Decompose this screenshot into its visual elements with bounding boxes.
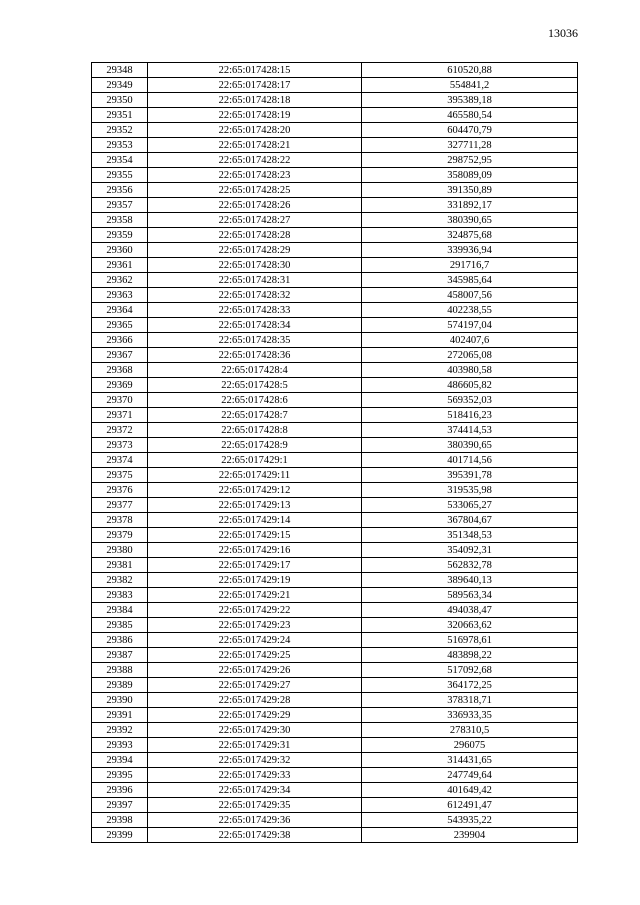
cadastral-value-cell: 314431,65 bbox=[362, 753, 578, 768]
cadastral-number-cell: 22:65:017429:28 bbox=[148, 693, 362, 708]
table-row bbox=[92, 828, 578, 843]
cadastral-number-cell: 22:65:017428:27 bbox=[148, 213, 362, 228]
cadastral-value-cell: 247749,64 bbox=[362, 768, 578, 783]
cadastral-value-cell: 345985,64 bbox=[362, 273, 578, 288]
row-number-cell: 29362 bbox=[92, 273, 148, 288]
cadastral-value-cell: 395389,18 bbox=[362, 93, 578, 108]
row-number-cell: 29350 bbox=[92, 93, 148, 108]
cadastral-number-cell: 22:65:017428:29 bbox=[148, 243, 362, 258]
table-row bbox=[92, 678, 578, 693]
cadastral-number-cell: 22:65:017429:25 bbox=[148, 648, 362, 663]
table-row bbox=[92, 603, 578, 618]
row-number-cell: 29359 bbox=[92, 228, 148, 243]
row-number-cell: 29373 bbox=[92, 438, 148, 453]
cadastral-value-cell: 562832,78 bbox=[362, 558, 578, 573]
table-row bbox=[92, 513, 578, 528]
table-row bbox=[92, 588, 578, 603]
cadastral-number-cell: 22:65:017429:26 bbox=[148, 663, 362, 678]
table-row bbox=[92, 243, 578, 258]
cadastral-number-cell: 22:65:017428:34 bbox=[148, 318, 362, 333]
cadastral-number-cell: 22:65:017429:11 bbox=[148, 468, 362, 483]
row-number-cell: 29354 bbox=[92, 153, 148, 168]
row-number-cell: 29385 bbox=[92, 618, 148, 633]
row-number-cell: 29389 bbox=[92, 678, 148, 693]
row-number-cell: 29375 bbox=[92, 468, 148, 483]
table-row bbox=[92, 228, 578, 243]
table-body bbox=[92, 63, 578, 843]
cadastral-number-cell: 22:65:017428:23 bbox=[148, 168, 362, 183]
row-number-cell: 29387 bbox=[92, 648, 148, 663]
row-number-cell: 29388 bbox=[92, 663, 148, 678]
cadastral-number-cell: 22:65:017429:31 bbox=[148, 738, 362, 753]
cadastral-number-cell: 22:65:017428:25 bbox=[148, 183, 362, 198]
table-row bbox=[92, 363, 578, 378]
table-row bbox=[92, 408, 578, 423]
cadastral-value-cell: 272065,08 bbox=[362, 348, 578, 363]
row-number-cell: 29369 bbox=[92, 378, 148, 393]
table-row bbox=[92, 648, 578, 663]
table-row bbox=[92, 288, 578, 303]
row-number-cell: 29372 bbox=[92, 423, 148, 438]
cadastral-number-cell: 22:65:017429:38 bbox=[148, 828, 362, 843]
table-row bbox=[92, 348, 578, 363]
cadastral-number-cell: 22:65:017428:22 bbox=[148, 153, 362, 168]
cadastral-number-cell: 22:65:017428:7 bbox=[148, 408, 362, 423]
row-number-cell: 29395 bbox=[92, 768, 148, 783]
cadastral-value-cell: 395391,78 bbox=[362, 468, 578, 483]
cadastral-number-cell: 22:65:017428:31 bbox=[148, 273, 362, 288]
cadastral-value-cell: 364172,25 bbox=[362, 678, 578, 693]
cadastral-number-cell: 22:65:017429:27 bbox=[148, 678, 362, 693]
cadastral-number-cell: 22:65:017428:32 bbox=[148, 288, 362, 303]
cadastral-number-cell: 22:65:017428:36 bbox=[148, 348, 362, 363]
cadastral-value-cell: 516978,61 bbox=[362, 633, 578, 648]
table-row bbox=[92, 738, 578, 753]
row-number-cell: 29380 bbox=[92, 543, 148, 558]
row-number-cell: 29386 bbox=[92, 633, 148, 648]
cadastral-value-cell: 401649,42 bbox=[362, 783, 578, 798]
row-number-cell: 29355 bbox=[92, 168, 148, 183]
row-number-cell: 29398 bbox=[92, 813, 148, 828]
table-row bbox=[92, 213, 578, 228]
table-row bbox=[92, 333, 578, 348]
cadastral-number-cell: 22:65:017428:33 bbox=[148, 303, 362, 318]
cadastral-value-cell: 402407,6 bbox=[362, 333, 578, 348]
cadastral-value-cell: 403980,58 bbox=[362, 363, 578, 378]
cadastral-number-cell: 22:65:017429:17 bbox=[148, 558, 362, 573]
cadastral-value-cell: 239904 bbox=[362, 828, 578, 843]
cadastral-value-cell: 358089,09 bbox=[362, 168, 578, 183]
row-number-cell: 29357 bbox=[92, 198, 148, 213]
cadastral-value-cell: 367804,67 bbox=[362, 513, 578, 528]
table-row bbox=[92, 753, 578, 768]
row-number-cell: 29365 bbox=[92, 318, 148, 333]
table-row bbox=[92, 468, 578, 483]
row-number-cell: 29363 bbox=[92, 288, 148, 303]
row-number-cell: 29399 bbox=[92, 828, 148, 843]
cadastral-value-cell: 465580,54 bbox=[362, 108, 578, 123]
row-number-cell: 29384 bbox=[92, 603, 148, 618]
cadastral-value-cell: 320663,62 bbox=[362, 618, 578, 633]
row-number-cell: 29351 bbox=[92, 108, 148, 123]
cadastral-number-cell: 22:65:017428:4 bbox=[148, 363, 362, 378]
table-row bbox=[92, 318, 578, 333]
cadastral-value-table bbox=[91, 62, 578, 843]
cadastral-number-cell: 22:65:017428:6 bbox=[148, 393, 362, 408]
cadastral-number-cell: 22:65:017429:1 bbox=[148, 453, 362, 468]
cadastral-value-cell: 380390,65 bbox=[362, 438, 578, 453]
cadastral-number-cell: 22:65:017429:29 bbox=[148, 708, 362, 723]
cadastral-value-cell: 354092,31 bbox=[362, 543, 578, 558]
cadastral-number-cell: 22:65:017429:16 bbox=[148, 543, 362, 558]
row-number-cell: 29366 bbox=[92, 333, 148, 348]
row-number-cell: 29393 bbox=[92, 738, 148, 753]
cadastral-number-cell: 22:65:017429:35 bbox=[148, 798, 362, 813]
table-row bbox=[92, 528, 578, 543]
row-number-cell: 29374 bbox=[92, 453, 148, 468]
table-row bbox=[92, 453, 578, 468]
row-number-cell: 29348 bbox=[92, 63, 148, 78]
table-row bbox=[92, 723, 578, 738]
table-row bbox=[92, 543, 578, 558]
row-number-cell: 29358 bbox=[92, 213, 148, 228]
cadastral-value-cell: 401714,56 bbox=[362, 453, 578, 468]
cadastral-number-cell: 22:65:017428:35 bbox=[148, 333, 362, 348]
cadastral-number-cell: 22:65:017428:15 bbox=[148, 63, 362, 78]
table-row bbox=[92, 183, 578, 198]
row-number-cell: 29391 bbox=[92, 708, 148, 723]
row-number-cell: 29383 bbox=[92, 588, 148, 603]
cadastral-number-cell: 22:65:017428:18 bbox=[148, 93, 362, 108]
cadastral-value-cell: 543935,22 bbox=[362, 813, 578, 828]
table-row bbox=[92, 108, 578, 123]
row-number-cell: 29382 bbox=[92, 573, 148, 588]
cadastral-value-cell: 610520,88 bbox=[362, 63, 578, 78]
cadastral-number-cell: 22:65:017428:30 bbox=[148, 258, 362, 273]
table-row bbox=[92, 63, 578, 78]
cadastral-number-cell: 22:65:017429:15 bbox=[148, 528, 362, 543]
cadastral-number-cell: 22:65:017429:33 bbox=[148, 768, 362, 783]
cadastral-value-cell: 296075 bbox=[362, 738, 578, 753]
table-row bbox=[92, 303, 578, 318]
cadastral-number-cell: 22:65:017429:21 bbox=[148, 588, 362, 603]
cadastral-value-cell: 458007,56 bbox=[362, 288, 578, 303]
cadastral-value-cell: 574197,04 bbox=[362, 318, 578, 333]
cadastral-number-cell: 22:65:017428:26 bbox=[148, 198, 362, 213]
cadastral-number-cell: 22:65:017428:9 bbox=[148, 438, 362, 453]
cadastral-value-cell: 378318,71 bbox=[362, 693, 578, 708]
cadastral-number-cell: 22:65:017429:30 bbox=[148, 723, 362, 738]
cadastral-value-cell: 391350,89 bbox=[362, 183, 578, 198]
cadastral-value-cell: 518416,23 bbox=[362, 408, 578, 423]
row-number-cell: 29353 bbox=[92, 138, 148, 153]
cadastral-value-cell: 486605,82 bbox=[362, 378, 578, 393]
table-row bbox=[92, 708, 578, 723]
table-row bbox=[92, 198, 578, 213]
cadastral-value-cell: 554841,2 bbox=[362, 78, 578, 93]
table-row bbox=[92, 78, 578, 93]
table-row bbox=[92, 378, 578, 393]
row-number-cell: 29376 bbox=[92, 483, 148, 498]
cadastral-value-cell: 331892,17 bbox=[362, 198, 578, 213]
cadastral-value-cell: 517092,68 bbox=[362, 663, 578, 678]
cadastral-number-cell: 22:65:017429:24 bbox=[148, 633, 362, 648]
table-row bbox=[92, 393, 578, 408]
table-row bbox=[92, 663, 578, 678]
table-row bbox=[92, 768, 578, 783]
cadastral-value-cell: 402238,55 bbox=[362, 303, 578, 318]
table-row bbox=[92, 168, 578, 183]
cadastral-value-cell: 604470,79 bbox=[362, 123, 578, 138]
cadastral-number-cell: 22:65:017428:28 bbox=[148, 228, 362, 243]
table-row bbox=[92, 573, 578, 588]
cadastral-value-cell: 327711,28 bbox=[362, 138, 578, 153]
table-row bbox=[92, 618, 578, 633]
cadastral-number-cell: 22:65:017428:8 bbox=[148, 423, 362, 438]
row-number-cell: 29370 bbox=[92, 393, 148, 408]
row-number-cell: 29390 bbox=[92, 693, 148, 708]
cadastral-number-cell: 22:65:017429:23 bbox=[148, 618, 362, 633]
table-row bbox=[92, 258, 578, 273]
row-number-cell: 29364 bbox=[92, 303, 148, 318]
table-row bbox=[92, 498, 578, 513]
table-row bbox=[92, 798, 578, 813]
cadastral-value-cell: 351348,53 bbox=[362, 528, 578, 543]
table-row bbox=[92, 273, 578, 288]
row-number-cell: 29378 bbox=[92, 513, 148, 528]
cadastral-number-cell: 22:65:017429:13 bbox=[148, 498, 362, 513]
cadastral-value-cell: 298752,95 bbox=[362, 153, 578, 168]
cadastral-value-cell: 389640,13 bbox=[362, 573, 578, 588]
cadastral-number-cell: 22:65:017428:20 bbox=[148, 123, 362, 138]
cadastral-number-cell: 22:65:017428:17 bbox=[148, 78, 362, 93]
row-number-cell: 29394 bbox=[92, 753, 148, 768]
table-row bbox=[92, 93, 578, 108]
cadastral-value-cell: 483898,22 bbox=[362, 648, 578, 663]
cadastral-value-cell: 319535,98 bbox=[362, 483, 578, 498]
row-number-cell: 29377 bbox=[92, 498, 148, 513]
cadastral-value-cell: 380390,65 bbox=[362, 213, 578, 228]
table-row bbox=[92, 633, 578, 648]
cadastral-number-cell: 22:65:017428:21 bbox=[148, 138, 362, 153]
row-number-cell: 29371 bbox=[92, 408, 148, 423]
table-row bbox=[92, 558, 578, 573]
page-number: 13036 bbox=[548, 26, 578, 40]
cadastral-value-cell: 612491,47 bbox=[362, 798, 578, 813]
row-number-cell: 29396 bbox=[92, 783, 148, 798]
row-number-cell: 29379 bbox=[92, 528, 148, 543]
row-number-cell: 29349 bbox=[92, 78, 148, 93]
cadastral-value-cell: 324875,68 bbox=[362, 228, 578, 243]
cadastral-value-cell: 533065,27 bbox=[362, 498, 578, 513]
row-number-cell: 29397 bbox=[92, 798, 148, 813]
row-number-cell: 29352 bbox=[92, 123, 148, 138]
cadastral-value-cell: 494038,47 bbox=[362, 603, 578, 618]
table-row bbox=[92, 153, 578, 168]
cadastral-value-cell: 291716,7 bbox=[362, 258, 578, 273]
row-number-cell: 29356 bbox=[92, 183, 148, 198]
row-number-cell: 29361 bbox=[92, 258, 148, 273]
cadastral-number-cell: 22:65:017428:5 bbox=[148, 378, 362, 393]
cadastral-number-cell: 22:65:017429:36 bbox=[148, 813, 362, 828]
row-number-cell: 29381 bbox=[92, 558, 148, 573]
table-row bbox=[92, 783, 578, 798]
table-row bbox=[92, 123, 578, 138]
table-row bbox=[92, 423, 578, 438]
cadastral-number-cell: 22:65:017429:34 bbox=[148, 783, 362, 798]
cadastral-number-cell: 22:65:017429:32 bbox=[148, 753, 362, 768]
table-row bbox=[92, 483, 578, 498]
cadastral-number-cell: 22:65:017429:14 bbox=[148, 513, 362, 528]
cadastral-value-cell: 589563,34 bbox=[362, 588, 578, 603]
table-row bbox=[92, 693, 578, 708]
row-number-cell: 29392 bbox=[92, 723, 148, 738]
row-number-cell: 29368 bbox=[92, 363, 148, 378]
row-number-cell: 29360 bbox=[92, 243, 148, 258]
cadastral-value-cell: 336933,35 bbox=[362, 708, 578, 723]
cadastral-value-cell: 569352,03 bbox=[362, 393, 578, 408]
table-row bbox=[92, 138, 578, 153]
cadastral-number-cell: 22:65:017429:19 bbox=[148, 573, 362, 588]
cadastral-number-cell: 22:65:017428:19 bbox=[148, 108, 362, 123]
table-row bbox=[92, 438, 578, 453]
cadastral-number-cell: 22:65:017429:12 bbox=[148, 483, 362, 498]
cadastral-number-cell: 22:65:017429:22 bbox=[148, 603, 362, 618]
table-row bbox=[92, 813, 578, 828]
row-number-cell: 29367 bbox=[92, 348, 148, 363]
cadastral-value-cell: 278310,5 bbox=[362, 723, 578, 738]
cadastral-value-cell: 339936,94 bbox=[362, 243, 578, 258]
cadastral-value-cell: 374414,53 bbox=[362, 423, 578, 438]
